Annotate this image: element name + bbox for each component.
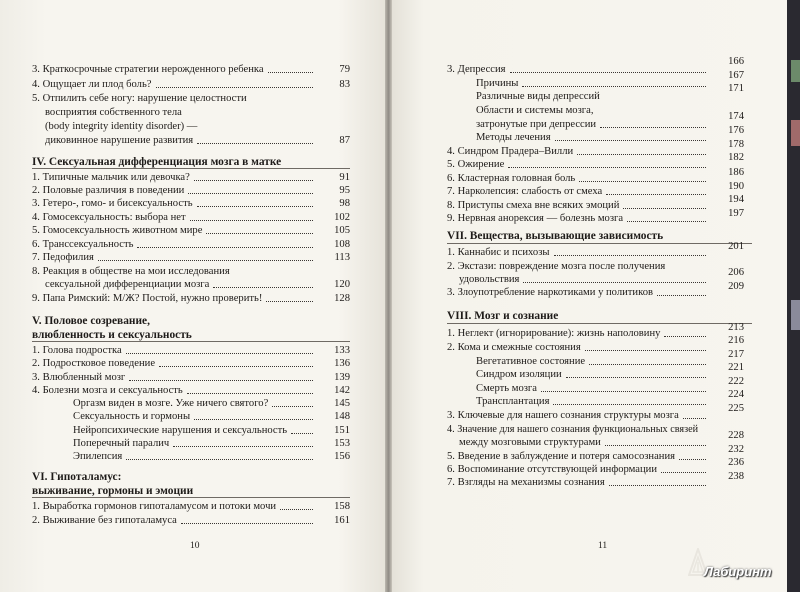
page-number: 79 [339, 64, 350, 75]
toc-entry: 1. Каннабис и психозы [447, 246, 710, 259]
section-heading: VI. Гипоталамус: [32, 471, 122, 483]
toc-subentry: Синдром изоляции [476, 368, 710, 381]
toc-entry: 5. Введение в заблуждение и потеря самосознания [447, 450, 710, 463]
toc-entry: 8. Реакция в обществе на мои исследования [32, 266, 230, 277]
page-number: 136 [334, 358, 350, 369]
toc-entry: 1. Типичные мальчик или девочка? [32, 171, 317, 184]
toc-entry: 3. Ключевые для нашего сознания структуры мозга [447, 409, 710, 422]
toc-entry: 6. Транссексуальность [32, 238, 317, 251]
toc-entry: 8. Приступы смеха вне всяких эмоций [447, 199, 710, 212]
page-number: 156 [334, 451, 350, 462]
page-tab [791, 120, 800, 146]
page-number: 145 [334, 398, 350, 409]
page-number: 186 [728, 167, 744, 178]
toc-entry-continuation: между мозговыми структурами [459, 436, 710, 449]
page-number: 236 [728, 457, 744, 468]
toc-entry-continuation: восприятия собственного тела [45, 107, 182, 118]
page-number: 167 [728, 70, 744, 81]
toc-entry: 3. Злоупотребление наркотиками у политиков [447, 286, 710, 299]
toc-entry: 1. Выработка гормонов гипоталамусом и потоки мочи [32, 500, 317, 513]
section-heading: выживание, гормоны и эмоции [32, 485, 194, 497]
toc-entry-continuation: диковинное нарушение развития [45, 134, 317, 147]
section-heading: IV. Сексуальная дифференциация мозга в матке [32, 156, 282, 168]
book-gutter [385, 0, 392, 592]
page-number: 190 [728, 181, 744, 192]
page-number: 120 [334, 279, 350, 290]
toc-subentry: Различные виды депрессий [476, 91, 600, 102]
section-rule [32, 341, 350, 342]
toc-entry: 9. Папа Римский: М/Ж? Постой, нужно проверить! [32, 292, 317, 305]
page-number: 171 [728, 83, 744, 94]
page-number: 166 [728, 56, 744, 67]
toc-entry: 2. Кома и смежные состояния [447, 341, 710, 354]
toc-entry: 2. Экстази: повреждение мозга после получения [447, 261, 666, 272]
toc-entry: 1. Голова подростка [32, 344, 317, 357]
page-number: 161 [334, 515, 350, 526]
right-page [392, 0, 787, 592]
page-number: 209 [728, 281, 744, 292]
toc-entry: 4. Синдром Прадера–Вилли [447, 145, 710, 158]
page-number: 201 [728, 241, 744, 252]
toc-entry: 3. Влюбленный мозг [32, 371, 317, 384]
section-rule [32, 497, 350, 498]
toc-entry: 6. Кластерная головная боль [447, 172, 710, 185]
page-number: 176 [728, 125, 744, 136]
page-number: 213 [728, 322, 744, 333]
toc-entry: 5. Гомосексуальность животном мире [32, 224, 317, 237]
page-number: 148 [334, 411, 350, 422]
toc-entry-continuation: сексуальной дифференциации мозга [45, 278, 317, 291]
page-number: 153 [334, 438, 350, 449]
toc-entry: 5. Отпилить себе ногу: нарушение целостности [32, 93, 247, 104]
watermark-text: Лабиринт [704, 564, 772, 579]
toc-entry: 7. Нарколепсия: слабость от смеха [447, 185, 710, 198]
toc-entry-continuation: (body integrity identity disorder) — [45, 121, 198, 132]
page-number: 105 [334, 225, 350, 236]
toc-subentry: Смерть мозга [476, 382, 710, 395]
toc-subentry: Трансплантация [476, 395, 710, 408]
toc-subentry: Оргазм виден в мозге. Уже ничего святого? [73, 397, 317, 410]
toc-entry: 2. Выживание без гипоталамуса [32, 514, 317, 527]
toc-entry: 2. Подростковое поведение [32, 357, 317, 370]
page-number: 221 [728, 362, 744, 373]
toc-subentry: Эпилепсия [73, 450, 317, 463]
toc-entry: 1. Неглект (игнорирование): жизнь наполовину [447, 327, 710, 340]
toc-subentry: Поперечный паралич [73, 437, 317, 450]
toc-entry: 3. Депрессия [447, 63, 710, 76]
page-number: 217 [728, 349, 744, 360]
toc-entry: 2. Половые различия в поведении [32, 184, 317, 197]
page-number: 225 [728, 403, 744, 414]
page-number: 224 [728, 389, 744, 400]
page-number: 174 [728, 111, 744, 122]
page-folio: 11 [598, 541, 608, 551]
toc-entry: 4. Ощущает ли плод боль? [32, 78, 317, 91]
page-number: 91 [339, 172, 350, 183]
page-number: 151 [334, 425, 350, 436]
section-heading: VIII. Мозг и сознание [447, 310, 559, 322]
page-number: 194 [728, 194, 744, 205]
page-number: 108 [334, 239, 350, 250]
page-number: 178 [728, 139, 744, 150]
toc-entry: 6. Воспоминание отсутствующей информации [447, 463, 710, 476]
section-rule [32, 168, 350, 169]
page-number: 113 [334, 252, 350, 263]
toc-subentry: Методы лечения [476, 131, 710, 144]
page-number: 87 [339, 135, 350, 146]
page-number: 238 [728, 471, 744, 482]
page-number: 232 [728, 444, 744, 455]
page-number: 128 [334, 293, 350, 304]
section-heading: V. Половое созревание, [32, 315, 150, 327]
page-number: 102 [334, 212, 350, 223]
toc-subentry: Нейропсихические нарушения и сексуальность [73, 424, 317, 437]
page-number: 216 [728, 335, 744, 346]
toc-subentry: затронутые при депрессии [476, 118, 710, 131]
toc-entry: 9. Нервная анорексия — болезнь мозга [447, 212, 710, 225]
page-number: 133 [334, 345, 350, 356]
page-number: 98 [339, 198, 350, 209]
page-number: 197 [728, 208, 744, 219]
toc-entry: 7. Педофилия [32, 251, 317, 264]
labirint-watermark [688, 548, 786, 584]
section-rule [447, 323, 752, 324]
toc-entry-continuation: удовольствия [459, 273, 710, 286]
toc-entry: 3. Гетеро-, гомо- и бисексуальность [32, 197, 317, 210]
page-number: 158 [334, 501, 350, 512]
toc-entry: 4. Болезни мозга и сексуальность [32, 384, 317, 397]
book-edge [787, 0, 800, 592]
page-number: 182 [728, 152, 744, 163]
section-rule [447, 243, 752, 244]
toc-entry: 5. Ожирение [447, 158, 710, 171]
toc-subentry: Причины [476, 77, 710, 90]
page-number: 83 [339, 79, 350, 90]
page-number: 222 [728, 376, 744, 387]
page-tab [791, 60, 800, 82]
toc-subentry: Сексуальность и гормоны [73, 410, 317, 423]
toc-entry: 3. Краткосрочные стратегии нерожденного ребенка [32, 63, 317, 76]
toc-entry: 4. Значение для нашего сознания функциональных связей [447, 424, 699, 435]
page-number: 206 [728, 267, 744, 278]
page-number: 142 [334, 385, 350, 396]
toc-subentry: Области и системы мозга, [476, 105, 594, 116]
page-tab [791, 300, 800, 330]
section-heading: влюбленность и сексуальность [32, 329, 192, 341]
page-number: 139 [334, 372, 350, 383]
toc-entry: 7. Взгляды на механизмы сознания [447, 476, 710, 489]
toc-subentry: Вегетативное состояние [476, 355, 710, 368]
toc-entry: 4. Гомосексуальность: выбора нет [32, 211, 317, 224]
page-number: 228 [728, 430, 744, 441]
page-folio: 10 [190, 541, 200, 551]
left-page [0, 0, 385, 592]
section-heading: VII. Вещества, вызывающие зависимость [447, 230, 664, 242]
page-number: 95 [339, 185, 350, 196]
